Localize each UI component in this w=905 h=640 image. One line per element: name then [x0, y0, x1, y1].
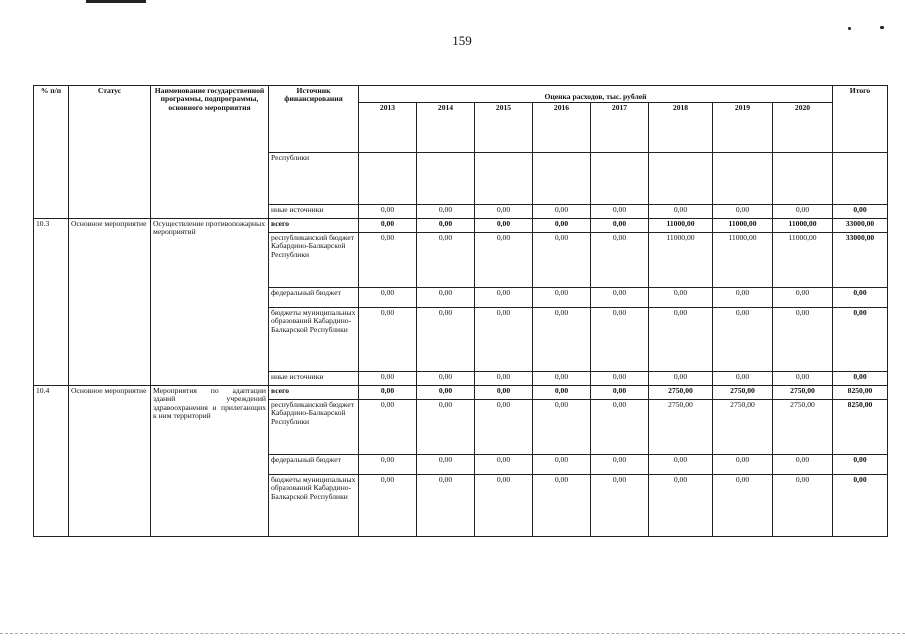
value-cell: 0,00	[713, 205, 773, 219]
value-cell: 0,00	[713, 372, 773, 386]
value-cell: 0,00	[649, 475, 713, 537]
header-year: 2015	[475, 103, 533, 153]
value-cell: 2750,00	[713, 386, 773, 400]
empty-cell	[713, 153, 773, 205]
value-cell: 0,00	[773, 455, 833, 475]
value-cell: 0,00	[591, 233, 649, 288]
table-row	[34, 219, 888, 233]
value-cell: 0,00	[359, 475, 417, 537]
value-cell: 0,00	[533, 205, 591, 219]
source-cell: иные источники	[269, 205, 359, 219]
empty-cell	[359, 153, 417, 205]
row-status: Основное мероприятие	[69, 219, 151, 386]
value-cell: 11000,00	[713, 219, 773, 233]
total-cell: 8250,00	[833, 400, 888, 455]
total-cell: 8250,00	[833, 386, 888, 400]
value-cell: 0,00	[533, 219, 591, 233]
value-cell: 0,00	[533, 386, 591, 400]
page-number: 159	[452, 33, 472, 48]
value-cell: 2750,00	[649, 386, 713, 400]
value-cell: 0,00	[533, 475, 591, 537]
header-year: 2020	[773, 103, 833, 153]
header-num: % п/п	[34, 86, 69, 219]
row-name: Мероприятия по адаптации зданий учреждений здравоохранения и прилегающих к ним территорий	[151, 386, 269, 537]
value-cell: 0,00	[359, 219, 417, 233]
value-cell: 0,00	[417, 372, 475, 386]
value-cell: 0,00	[359, 288, 417, 308]
value-cell: 0,00	[417, 205, 475, 219]
value-cell: 0,00	[533, 308, 591, 372]
value-cell: 0,00	[417, 400, 475, 455]
value-cell: 0,00	[533, 455, 591, 475]
value-cell: 0,00	[533, 233, 591, 288]
source-cell: бюджеты муниципальных образований Кабардино-Балкарской Республики	[269, 308, 359, 372]
value-cell: 0,00	[417, 308, 475, 372]
source-cell: всего	[269, 219, 359, 233]
value-cell: 2750,00	[649, 400, 713, 455]
total-cell: 0,00	[833, 455, 888, 475]
row-number: 10.4	[34, 386, 69, 537]
total-cell: 0,00	[833, 205, 888, 219]
value-cell: 11000,00	[649, 219, 713, 233]
source-cell: Республики	[269, 153, 359, 205]
header-year: 2017	[591, 103, 649, 153]
header-row-1	[34, 86, 888, 103]
empty-cell	[833, 153, 888, 205]
scan-mark-right-2	[880, 26, 884, 29]
header-year: 2019	[713, 103, 773, 153]
empty-cell	[773, 153, 833, 205]
empty-cell	[649, 153, 713, 205]
header-total: Итого	[833, 86, 888, 153]
source-cell: бюджеты муниципальных образований Кабардино-Балкарской Республики	[269, 475, 359, 537]
total-cell: 0,00	[833, 372, 888, 386]
value-cell: 0,00	[417, 455, 475, 475]
row-status: Основное мероприятие	[69, 386, 151, 537]
empty-cell	[591, 153, 649, 205]
value-cell: 11000,00	[773, 219, 833, 233]
value-cell: 0,00	[475, 308, 533, 372]
value-cell: 0,00	[773, 205, 833, 219]
value-cell: 2750,00	[713, 400, 773, 455]
value-cell: 0,00	[533, 372, 591, 386]
value-cell: 0,00	[475, 372, 533, 386]
empty-cell	[417, 153, 475, 205]
value-cell: 0,00	[591, 400, 649, 455]
header-estimate: Оценка расходов, тыс. рублей	[359, 86, 833, 103]
value-cell: 0,00	[591, 288, 649, 308]
value-cell: 0,00	[649, 455, 713, 475]
scan-mark-top	[86, 0, 146, 3]
scan-mark-right-1	[848, 27, 851, 30]
value-cell: 0,00	[591, 308, 649, 372]
value-cell: 0,00	[533, 400, 591, 455]
value-cell: 0,00	[649, 308, 713, 372]
value-cell: 0,00	[359, 400, 417, 455]
header-name: Наименование государственной программы, подпрограммы, основного мероприятия	[151, 86, 269, 219]
value-cell: 0,00	[773, 308, 833, 372]
source-cell: республиканский бюджет Кабардино-Балкарской Республики	[269, 400, 359, 455]
total-cell: 33000,00	[833, 219, 888, 233]
value-cell: 0,00	[591, 205, 649, 219]
row-number: 10.3	[34, 219, 69, 386]
value-cell: 0,00	[417, 219, 475, 233]
value-cell: 0,00	[359, 372, 417, 386]
empty-cell	[475, 153, 533, 205]
value-cell: 0,00	[475, 233, 533, 288]
value-cell: 0,00	[713, 308, 773, 372]
value-cell: 2750,00	[773, 400, 833, 455]
value-cell: 0,00	[649, 288, 713, 308]
value-cell: 0,00	[591, 475, 649, 537]
source-cell: иные источники	[269, 372, 359, 386]
header-year: 2018	[649, 103, 713, 153]
total-cell: 33000,00	[833, 233, 888, 288]
value-cell: 2750,00	[773, 386, 833, 400]
scan-edge-line	[0, 633, 905, 635]
value-cell: 0,00	[591, 372, 649, 386]
source-cell: республиканский бюджет Кабардино-Балкарской Республики	[269, 233, 359, 288]
value-cell: 0,00	[417, 288, 475, 308]
value-cell: 0,00	[475, 288, 533, 308]
header-status: Статус	[69, 86, 151, 219]
header-source: Источник финансирования	[269, 86, 359, 153]
value-cell: 0,00	[417, 233, 475, 288]
table-row	[34, 386, 888, 400]
value-cell: 0,00	[591, 219, 649, 233]
value-cell: 0,00	[533, 288, 591, 308]
budget-table	[33, 85, 888, 537]
row-name: Осуществление противопожарных мероприятий	[151, 219, 269, 386]
value-cell: 0,00	[359, 205, 417, 219]
value-cell: 11000,00	[713, 233, 773, 288]
value-cell: 0,00	[591, 386, 649, 400]
value-cell: 0,00	[649, 205, 713, 219]
value-cell: 0,00	[773, 288, 833, 308]
value-cell: 11000,00	[773, 233, 833, 288]
value-cell: 0,00	[359, 455, 417, 475]
value-cell: 0,00	[475, 455, 533, 475]
value-cell: 0,00	[713, 288, 773, 308]
header-year: 2014	[417, 103, 475, 153]
empty-cell	[533, 153, 591, 205]
header-year: 2016	[533, 103, 591, 153]
total-cell: 0,00	[833, 308, 888, 372]
value-cell: 0,00	[475, 219, 533, 233]
value-cell: 0,00	[359, 233, 417, 288]
total-cell: 0,00	[833, 475, 888, 537]
total-cell: 0,00	[833, 288, 888, 308]
value-cell: 0,00	[475, 205, 533, 219]
value-cell: 0,00	[713, 475, 773, 537]
value-cell: 0,00	[773, 475, 833, 537]
value-cell: 0,00	[475, 386, 533, 400]
value-cell: 0,00	[773, 372, 833, 386]
value-cell: 0,00	[359, 386, 417, 400]
header-year: 2013	[359, 103, 417, 153]
value-cell: 0,00	[649, 372, 713, 386]
source-cell: всего	[269, 386, 359, 400]
source-cell: федеральный бюджет	[269, 455, 359, 475]
value-cell: 0,00	[475, 400, 533, 455]
value-cell: 0,00	[417, 475, 475, 537]
value-cell: 0,00	[591, 455, 649, 475]
value-cell: 0,00	[417, 386, 475, 400]
source-cell: федеральный бюджет	[269, 288, 359, 308]
value-cell: 0,00	[713, 455, 773, 475]
value-cell: 0,00	[359, 308, 417, 372]
value-cell: 0,00	[475, 475, 533, 537]
value-cell: 11000,00	[649, 233, 713, 288]
